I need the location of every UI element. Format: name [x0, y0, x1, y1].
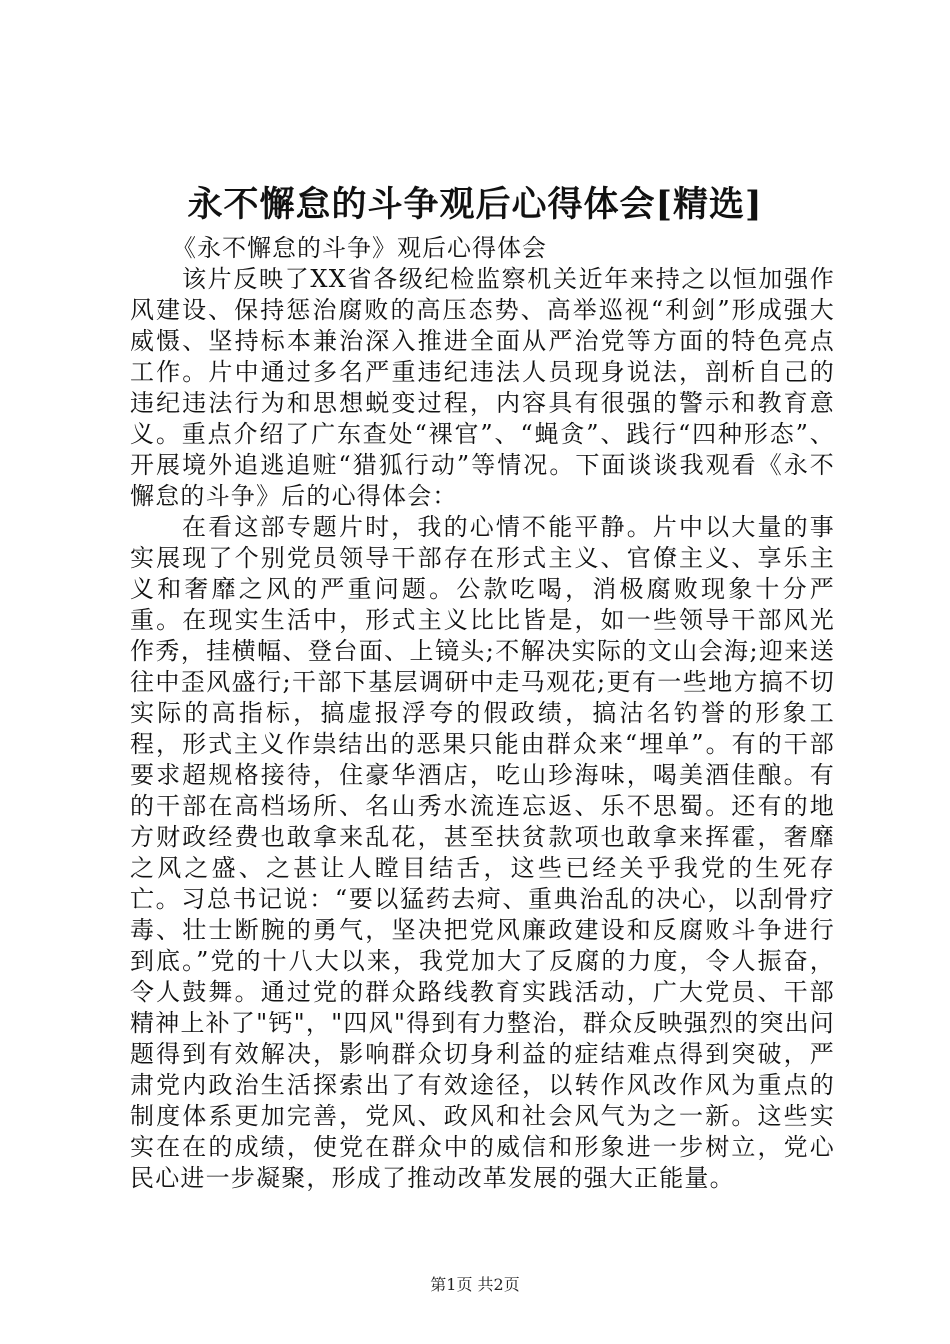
document-title: 永不懈怠的斗争观后心得体会[精选]	[187, 184, 763, 225]
page-number-footer: 第1页 共2页	[430, 1275, 520, 1294]
document-subtitle: 《永不懈怠的斗争》观后心得体会	[172, 234, 547, 262]
document-body	[130, 233, 835, 1194]
paragraph-reflection: 在看这部专题片时，我的心情不能平静。片中以大量的事实展现了个别党员领导干部存在形式主义、官僚主义、享乐主义和奢靡之风的严重问题。公款吃喝，消极腐败现象十分严重。在现实生活中，形式主义比比皆是，如一些领导干部风光作秀，挂横幅、登台面、上镜头;不解决实际的文山会海;迎来送往中歪风盛行;干部下基层调研中走马观花;更有一些地方搞不切实际的高指标，搞虚报浮夸的假政绩，搞沽名钓誉的形象工程，形式主义作祟结出的恶果只能由群众来“埋单”。有的干部要求超规格接待，住豪华酒店，吃山珍海味，喝美酒佳酿。有的干部在高档场所、名山秀水流连忘返、乐不思蜀。还有的地方财政经费也敢拿来乱花，甚至扶贫款项也敢拿来挥霍，奢靡之风之盛、之甚让人瞠目结舌，这些已经关乎我党的生死存亡。习总书记说：“要以猛药去疴、重典治乱的决心，以刮骨疗毒、壮士断腕的勇气，坚决把党风廉政建设和反腐败斗争进行到底。”党的十八大以来，我党加大了反腐的力度，令人振奋，令人鼓舞。通过党的群众路线教育实践活动，广大党员、干部精神上补了"钙"，"四风"得到有力整治，群众反映强烈的突出问题得到有效解决，影响群众切身利益的症结难点得到突破，严肃党内政治生活探索出了有效途径，以转作风改作风为重点的制度体系更加完善，党风、政风和社会风气为之一新。这些实实在在的成绩，使党在群众中的威信和形象进一步树立，党心民心进一步凝聚，形成了推动改革发展的强大正能量。	[130, 513, 835, 1192]
paragraph-intro: 该片反映了XX省各级纪检监察机关近年来持之以恒加强作风建设、保持惩治腐败的高压态势、高举巡视“利剑”形成强大威慑、坚持标本兼治深入推进全面从严治党等方面的特色亮点工作。片中通过多名严重违纪违法人员现身说法，剖析自己的违纪违法行为和思想蜕变过程，内容具有很强的警示和教育意义。重点介绍了广东查处“裸官”、“蝇贪”、践行“四种形态”、开展境外追逃追赃“猎狐行动”等情况。下面谈谈我观看《永不懈怠的斗争》后的心得体会：	[130, 265, 835, 510]
